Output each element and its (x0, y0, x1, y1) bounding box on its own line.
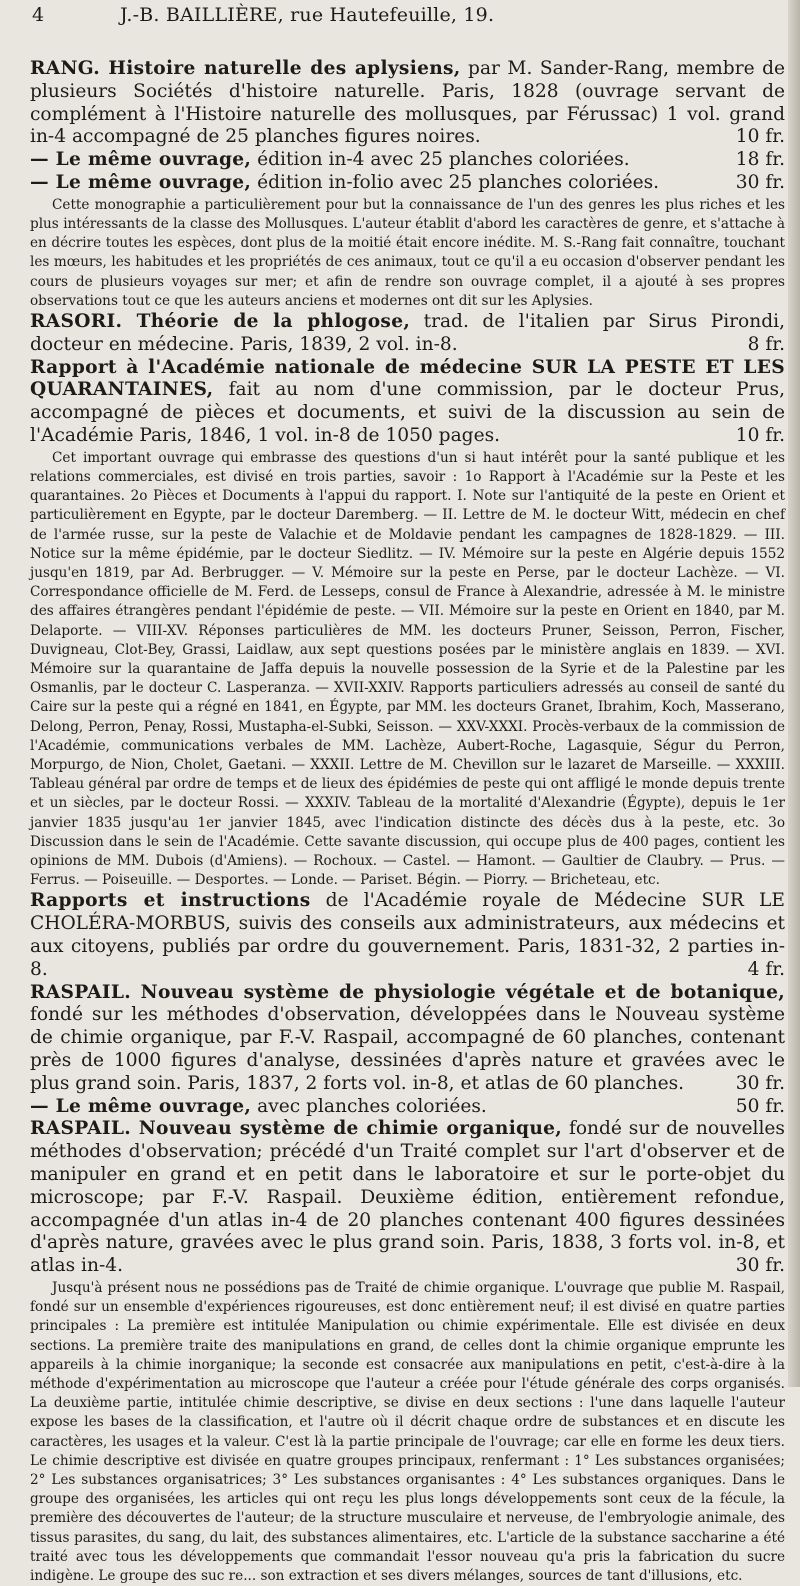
entry-text: de l'Académie royale de Médecine SUR LE CHOLÉRA-MORBUS, suivis des conseils aux administrateurs, aux médecins et aux citoyens, publiés par ordre du gouvernement. Paris, 1831-32, 2 parties in-8. (30, 890, 785, 980)
entry-lead: RASPAIL. Nouveau système de physiologie végétale et de botanique, (30, 981, 785, 1003)
entry-text: avec planches coloriées. (251, 1095, 487, 1117)
entry-text: fondé sur les méthodes d'observation, développées dans le Nouveau système de chimie organique, par F.-V. Raspail, accompagné de 60 planches, contenant près de 1000 figures d'analyse, dessinées d'après nature et gravées avec le plus grand soin. Paris, 1837, 2 forts vol. in-8, et atlas de 60 planches. (30, 1004, 785, 1094)
entry-rang-in4 (30, 149, 785, 172)
entry-price: 10 fr. (735, 126, 785, 148)
entry-price: 4 fr. (747, 958, 785, 980)
note-text: Jusqu'à présent nous ne possédions pas de Traité de chimie organique. L'ouvrage que publie M. Raspail, fondé sur un ensemble d'expériences rigoureuses, est donc entièrement neuf; il est divisé en quatre parties principales : La première est intitulée Manipulation ou chimie expérimentale. Elle est divisée en deux sections. La première traite des manipulations en grand, de celles dont la chimie organique emprunte les appareils à la chimie inorganique; la seconde est consacrée aux manipulations en petit, c'est-à-dire à la méthode d'expérimentation au microscope que l'auteur a créée pour l'étude générale des corps organisés. La deuxième partie, intitulée chimie descriptive, se divise en deux sections : l'une dans laquelle l'auteur expose les bases de la classification, et l'autre où il décrit chaque ordre de substances et en discute les caractères, les usages et la valeur. C'est là la partie principale de l'ouvrage; car elle en forme les deux tiers. Le chimie descriptive est divisée en quatre groupes principaux, renfermant : 1° Les substances organisées; 2° Les substances organisatrices; 3° Les substances organisantes : 4° Les substances organiques. Dans le groupe des organisées, les articles qui ont reçu les plus longs développements sont ceux de la fécule, la première des découvertes de l'auteur; de la structure musculaire et nerveuse, de l'embryologie animale, des tissus parasites, du sang, du lait, des substances alimentaires, etc. L'article de la substance saccharine a été traité avec tous les développements que commandait l'essor nouveau qu'a pris la fabrication du sucre indigène. Le groupe des suc re... son extraction et ses divers mélanges, sources de tant d'illusions, etc. (30, 1280, 785, 1585)
entry-price: 30 fr. (735, 171, 785, 193)
entry-lead: Rapports et instructions (30, 890, 311, 912)
entry-raspail-chimie (30, 1118, 785, 1278)
entry-price: 10 fr. (735, 424, 785, 446)
entry-lead: — Le même ouvrage, (30, 149, 252, 171)
entry-lead: RASORI. Théorie de la phlogose, (30, 311, 411, 332)
note-text: Cette monographie a particulièrement pour but la connaissance de l'un des genres les plus riches et les plus intéressants de la classe des Mollusques. L'auteur établit d'abord les caractères de genre, et s'attache à en décrire toutes les espèces, dont plus de la moitié était encore inédite. M. S.-Rang fait connaître, touchant les mœurs, les habitudes et les propriétés de ces animaux, tout ce qu'il a eu occasion d'observer pendant les cours de plusieurs voyages sur mer; et afin de rendre son ouvrage complet, il a ajouté à ses propres observations tout ce que les auteurs anciens et modernes ont dit sur les Aplysies. (30, 196, 785, 309)
entry-price: 30 fr. (735, 1255, 785, 1277)
entry-cholera (30, 890, 785, 981)
note-raspail-chimie (30, 1279, 785, 1586)
entry-lead: — Le même ouvrage, (30, 1095, 252, 1117)
entry-rang (30, 58, 785, 149)
entry-rang-folio (30, 172, 785, 195)
entry-price: 18 fr. (735, 149, 785, 171)
entry-price: 50 fr. (735, 1095, 785, 1117)
page-header (30, 4, 780, 34)
entry-lead: RASPAIL. Nouveau système de chimie organique, (30, 1118, 563, 1140)
entry-raspail-physiologie (30, 982, 785, 1096)
note-rang (30, 196, 785, 311)
entry-text: par M. Sander-Rang, membre de plusieurs Sociétés d'histoire naturelle. Paris, 1828 (ouvrage servant de complément à l'Histoire naturelle des mollusques, par Férussac) 1 vol. grand in-4 accompagné de 25 planches figures noires. (30, 58, 785, 148)
entry-price: 30 fr. (735, 1072, 785, 1094)
running-title: J.-B. BAILLIÈRE, rue Hautefeuille, 19. (120, 4, 495, 26)
book-catalogue-page (30, 0, 785, 1585)
entry-lead: — Le même ouvrage, (30, 171, 252, 193)
entry-lead: Rapport à l'Académie nationale de médecine SUR LA PESTE ET LES QUARANTAINES, (30, 356, 785, 401)
entry-text: édition in-4 avec 25 planches coloriées. (251, 149, 630, 171)
catalogue-entries (30, 58, 785, 1586)
note-text: Cet important ouvrage qui embrasse des questions d'un si haut intérêt pour la santé publique et les relations commerciales, est divisé en trois parties, savoir : 1o Rapport à l'Académie sur la Peste et les quarantaines. 2o Pièces et Documents à l'appui du rapport. I. Note sur l'antiquité de la peste en Orient et particulièrement en Egypte, par le docteur Daremberg. — II. Lettre de M. le docteur Witt, médecin en chef de l'armée russe, sur la peste de Valachie et de Moldavie pendant les campagnes de 1828-1829. — III. Notice sur la même épidémie, par le docteur Siedlitz. — IV. Mémoire sur la peste en Algérie depuis 1552 jusqu'en 1819, par Ad. Berbrugger. — V. Mémoire sur la peste en Perse, par le docteur Lachèze. — VI. Correspondance officielle de M. Ferd. de Lesseps, consul de France à Alexandrie, adressée à M. le ministre des affaires étrangères pendant l'épidémie de peste. — VII. Mémoire sur la peste en Orient en 1840, par M. Delaporte. — VIII-XV. Réponses particulières de MM. les docteurs Pruner, Seisson, Perron, Fischer, Duvigneau, Clot-Bey, Grassi, Laidlaw, aux sept questions posées par le ministère anglais en 1839. — XVI. Mémoire sur la quarantaine de Jaffa depuis la nouvelle possession de la Syrie et de la Palestine par les Osmanlis, par le docteur C. Lasperanza. — XVII-XXIV. Rapports particuliers adressés au conseil de santé du Caire sur la peste qui a régné en 1841, en Égypte, par MM. les docteurs Granet, Ibrahim, Koch, Masserano, Delong, Perron, Penay, Rossi, Mustapha-el-Subki, Seisson. — XXV-XXXI. Procès-verbaux de la commission de l'Académie, communications verbales de MM. Lachèze, Aubert-Roche, Lagasquie, Ségur du Perron, Morpurgo, de Nion, Cholet, Gaetani. — XXXII. Lettre de M. Chevillon sur le lazaret de Marseille. — XXXIII. Tableau général par ordre de temps et de lieux des épidémies de peste qui ont affligé le monde depuis trente et un siècles, par le docteur Rossi. — XXXIV. Tableau de la mortalité d'Alexandrie (Égypte), depuis le 1er janvier 1835 jusqu'au 1er janvier 1845, avec l'indication distincte des décès dus à la peste, etc. 3o Discussion dans le sein de l'Académie. Cette savante discussion, qui occupe plus de 400 pages, contient les opinions de MM. Dubois (d'Amiens). — Rochoux. — Castel. — Hamont. — Gaultier de Claubry. — Prus. — Ferrus. — Poiseuille. — Desportes. — Londe. — Pariset. Bégin. — Piorry. — Bricheteau, etc. (30, 449, 785, 889)
note-peste (30, 449, 785, 891)
entry-raspail-colorie (30, 1096, 785, 1119)
entry-price: 8 fr. (747, 333, 785, 355)
page-number: 4 (32, 4, 45, 26)
entry-peste (30, 357, 785, 448)
entry-text: trad. de l'italien par Sirus Pirondi, docteur en médecine. Paris, 1839, 2 vol. in-8. (30, 311, 785, 355)
entry-text: édition in-folio avec 25 planches coloriées. (251, 171, 660, 193)
entry-text: fondé sur de nouvelles méthodes d'observation; précédé d'un Traité complet sur l'art d'observer et de manipuler en grand et en petit dans le laboratoire et sur le porte-objet du microscope; par F.-V. Raspail. Deuxième édition, entièrement refondue, accompagnée d'un atlas in-4 de 20 planches contenant 400 figures dessinées d'après nature, gravées avec le plus grand soin. Paris, 1838, 3 forts vol. in-8, et atlas in-4. (30, 1118, 785, 1277)
entry-text: fait au nom d'une commission, par le docteur Prus, accompagné de pièces et documents, et suivi de la discussion au sein de l'Académie Paris, 1846, 1 vol. in-8 de 1050 pages. (30, 379, 785, 446)
entry-lead: RANG. Histoire naturelle des aplysiens, (30, 58, 461, 79)
entry-rasori (30, 311, 785, 357)
page-edge-shadow (788, 0, 800, 1387)
